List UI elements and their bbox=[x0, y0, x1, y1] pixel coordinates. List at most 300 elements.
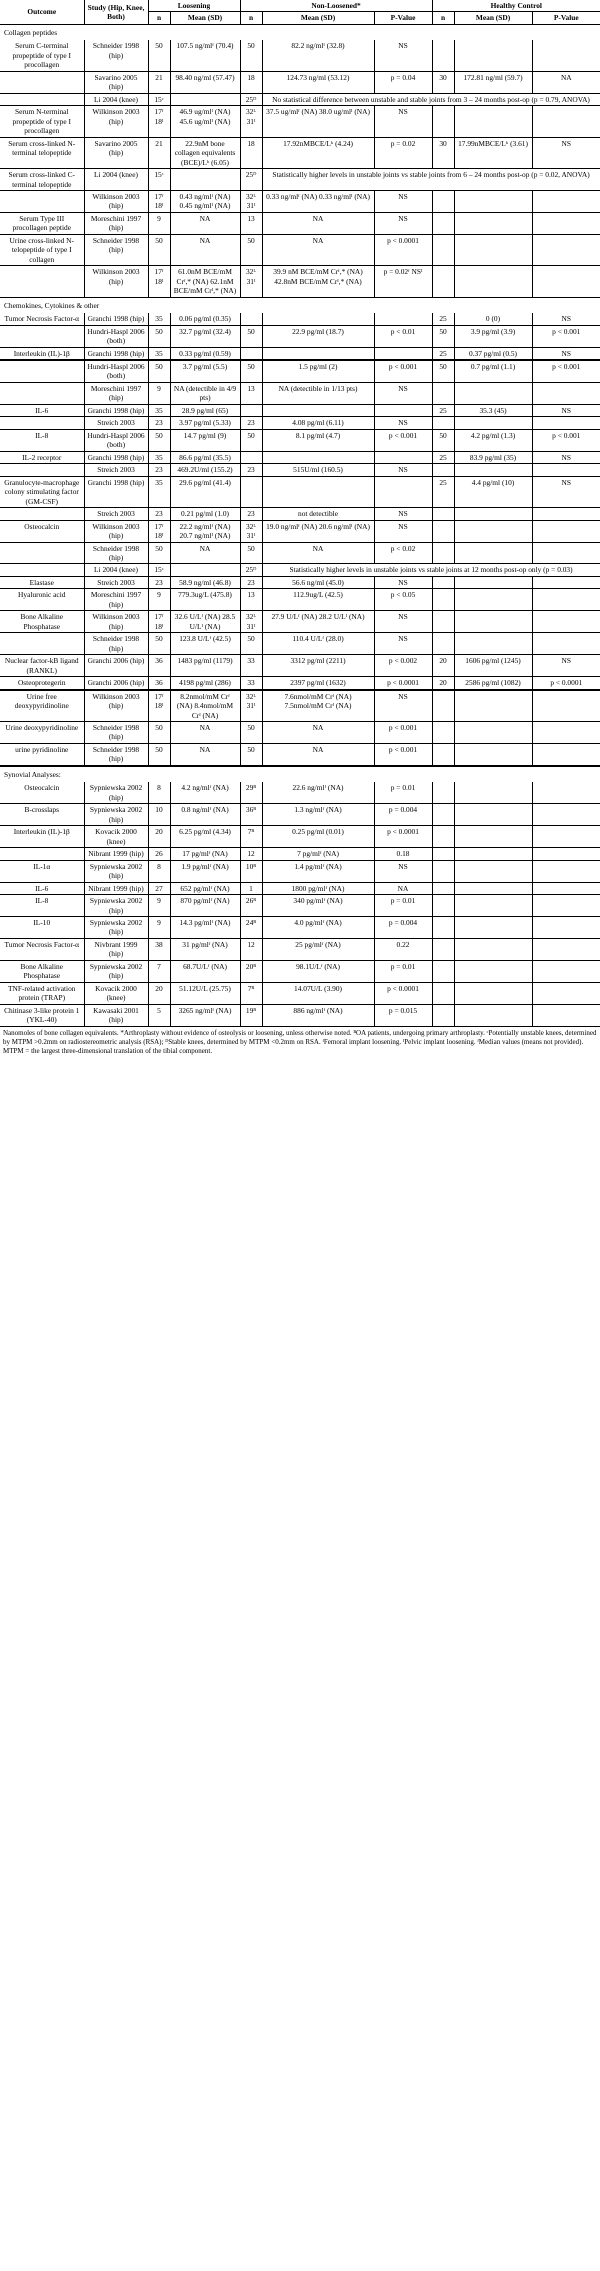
healthy-mean-cell bbox=[454, 848, 532, 860]
study-cell: Li 2004 (knee) bbox=[84, 564, 148, 576]
table-row bbox=[0, 895, 600, 917]
loosening-mean-cell: 6.25 pg/ml (4.34) bbox=[170, 826, 240, 848]
non-loosened-mean-cell: 340 pg/mlᶠ (NA) bbox=[262, 895, 374, 917]
outcome-cell: Serum cross-linked C-terminal telopeptide bbox=[0, 169, 84, 191]
healthy-mean-cell bbox=[454, 106, 532, 137]
healthy-mean-cell: 172.81 ng/ml (59.7) bbox=[454, 71, 532, 93]
non-loosened-p-cell bbox=[374, 404, 432, 416]
loosening-n-cell: 9 bbox=[148, 895, 170, 917]
outcome-cell bbox=[0, 325, 84, 347]
study-cell: Streich 2003 bbox=[84, 417, 148, 429]
healthy-n-cell: 25 bbox=[432, 404, 454, 416]
outcome-cell: Hyaluronic acid bbox=[0, 589, 84, 611]
table-row bbox=[0, 429, 600, 451]
non-loosened-mean-cell: 886 ng/mlᶠ (NA) bbox=[262, 1004, 374, 1026]
loosening-n-cell: 21 bbox=[148, 137, 170, 168]
healthy-p-cell bbox=[532, 860, 600, 882]
healthy-n-cell bbox=[432, 804, 454, 826]
non-loosened-mean-cell: 19.0 ng/mlᶠ (NA) 20.6 ng/mlᴵ (NA) bbox=[262, 520, 374, 542]
loosening-mean-cell: 98.40 ng/ml (57.47) bbox=[170, 71, 240, 93]
healthy-n-cell: 50 bbox=[432, 429, 454, 451]
study-cell: Schneider 1998 (hip) bbox=[84, 743, 148, 765]
table-row bbox=[0, 417, 600, 429]
healthy-p-cell: NS bbox=[532, 404, 600, 416]
loosening-n-cell: 17ᶠ 18ᴵ bbox=[148, 106, 170, 137]
healthy-n-cell bbox=[432, 417, 454, 429]
healthy-mean-cell bbox=[454, 266, 532, 297]
healthy-n-cell bbox=[432, 542, 454, 564]
table-row bbox=[0, 576, 600, 588]
non-loosened-n-cell: 1 bbox=[240, 882, 262, 894]
outcome-cell: IL-2 receptor bbox=[0, 451, 84, 463]
healthy-mean-cell: 83.9 pg/ml (35) bbox=[454, 451, 532, 463]
loosening-n-cell: 17ᶠ 18ᴵ bbox=[148, 611, 170, 633]
loosening-mean-cell: 22.9nM bone collagen equivalents (BCE)/Lᵏ (6.05) bbox=[170, 137, 240, 168]
non-loosened-n-cell: 29ᴮ bbox=[240, 782, 262, 803]
healthy-n-cell bbox=[432, 690, 454, 722]
loosening-n-cell: 15ᶜ bbox=[148, 564, 170, 576]
non-loosened-mean-cell: NA (detectible in 1/13 pts) bbox=[262, 382, 374, 404]
healthy-p-cell bbox=[532, 234, 600, 265]
loosening-n-cell: 35 bbox=[148, 404, 170, 416]
table-row bbox=[0, 960, 600, 982]
non-loosened-mean-cell: 2397 pg/ml (1632) bbox=[262, 677, 374, 690]
healthy-n-cell bbox=[432, 234, 454, 265]
loosening-n-cell: 35 bbox=[148, 451, 170, 463]
outcome-cell: Tumor Necrosis Factor-α bbox=[0, 313, 84, 325]
outcome-cell: Bone Alkaline Phosphatase bbox=[0, 960, 84, 982]
non-loosened-n-cell: 23 bbox=[240, 576, 262, 588]
healthy-n-cell bbox=[432, 743, 454, 765]
non-loosened-p-cell: 0.18 bbox=[374, 848, 432, 860]
non-loosened-p-cell: p = 0.01 bbox=[374, 960, 432, 982]
loosening-mean-cell: NA (detectible in 4/9 pts) bbox=[170, 382, 240, 404]
loosening-mean-cell: 870 pg/mlᶠ (NA) bbox=[170, 895, 240, 917]
non-loosened-n-cell: 23 bbox=[240, 464, 262, 476]
non-loosened-mean-cell: 25 pg/mlᶠ (NA) bbox=[262, 938, 374, 960]
outcome-cell: Serum C-terminal propeptide of type I procollagen bbox=[0, 40, 84, 71]
non-loosened-n-cell: 23 bbox=[240, 417, 262, 429]
table-row bbox=[0, 313, 600, 325]
study-cell: Granchi 1998 (hip) bbox=[84, 404, 148, 416]
table-row bbox=[0, 93, 600, 105]
non-loosened-p-cell: p < 0.0001 bbox=[374, 826, 432, 848]
non-loosened-mean-cell: 7 pg/mlᶠ (NA) bbox=[262, 848, 374, 860]
healthy-n-cell: 50 bbox=[432, 325, 454, 347]
study-cell: Sypniewska 2002 (hip) bbox=[84, 960, 148, 982]
healthy-p-cell: NS bbox=[532, 451, 600, 463]
non-loosened-mean-cell: 1800 pg/mlᶠ (NA) bbox=[262, 882, 374, 894]
outcome-cell: Osteocalcin bbox=[0, 782, 84, 803]
loosening-n-cell: 50 bbox=[148, 633, 170, 655]
outcome-cell bbox=[0, 464, 84, 476]
healthy-p-cell bbox=[532, 938, 600, 960]
non-loosened-mean-cell: 22.9 pg/ml (18.7) bbox=[262, 325, 374, 347]
healthy-n-cell bbox=[432, 848, 454, 860]
loosening-n-cell: 17ᶠ 18ᴵ bbox=[148, 690, 170, 722]
study-cell: Schneider 1998 (hip) bbox=[84, 722, 148, 744]
loosening-n-cell: 36 bbox=[148, 655, 170, 677]
non-loosened-mean-cell: NA bbox=[262, 542, 374, 564]
table-row bbox=[0, 266, 600, 297]
non-loosened-p-cell: NS bbox=[374, 382, 432, 404]
loosening-mean-cell: 779.3ug/L (475.8) bbox=[170, 589, 240, 611]
outcome-cell bbox=[0, 190, 84, 212]
non-loosened-p-cell: p < 0.001 bbox=[374, 360, 432, 382]
non-loosened-p-cell: p = 0.02 bbox=[374, 137, 432, 168]
study-cell: Schneider 1998 (hip) bbox=[84, 234, 148, 265]
healthy-p-cell bbox=[532, 40, 600, 71]
study-cell: Sypniewska 2002 (hip) bbox=[84, 782, 148, 803]
non-loosened-n-cell: 7ᴮ bbox=[240, 982, 262, 1004]
outcome-cell: IL-8 bbox=[0, 895, 84, 917]
table-row bbox=[0, 804, 600, 826]
non-loosened-p-cell: NS bbox=[374, 611, 432, 633]
outcome-cell bbox=[0, 542, 84, 564]
table-row bbox=[0, 633, 600, 655]
loosening-n-cell: 17ᶠ 18ᴵ bbox=[148, 520, 170, 542]
non-loosened-mean-cell: NA bbox=[262, 212, 374, 234]
healthy-p-cell: p < 0.001 bbox=[532, 429, 600, 451]
outcome-cell bbox=[0, 382, 84, 404]
non-loosened-mean-cell: 27.9 U/Lᶠ (NA) 28.2 U/Lᴵ (NA) bbox=[262, 611, 374, 633]
non-loosened-mean-cell: 1.5 pg/ml (2) bbox=[262, 360, 374, 382]
healthy-mean-cell bbox=[454, 576, 532, 588]
non-loosened-p-cell: p = 0.02ᶠ NSᴵ bbox=[374, 266, 432, 297]
healthy-p-cell bbox=[532, 804, 600, 826]
table-row bbox=[0, 360, 600, 382]
healthy-n-cell: 20 bbox=[432, 655, 454, 677]
loosening-mean-cell: 1483 pg/ml (1179) bbox=[170, 655, 240, 677]
section-heading: Chemokines, Cytokines & other bbox=[4, 300, 100, 310]
non-loosened-n-cell: 32ᴸ 31ᴵ bbox=[240, 690, 262, 722]
healthy-p-cell bbox=[532, 520, 600, 542]
section-heading: Collagen peptides bbox=[4, 27, 58, 37]
table-row bbox=[0, 882, 600, 894]
table-row bbox=[0, 916, 600, 938]
non-loosened-mean-cell: 112.9ug/L (42.5) bbox=[262, 589, 374, 611]
non-loosened-p-cell: NS bbox=[374, 40, 432, 71]
header-non-loosened-p: P-Value bbox=[374, 12, 432, 24]
outcome-cell: Serum Type III procollagen peptide bbox=[0, 212, 84, 234]
outcome-cell bbox=[0, 93, 84, 105]
healthy-mean-cell bbox=[454, 611, 532, 633]
outcome-cell: Urine deoxypyridinoline bbox=[0, 722, 84, 744]
outcome-cell: IL-8 bbox=[0, 429, 84, 451]
non-loosened-mean-cell: 4.08 pg/ml (6.11) bbox=[262, 417, 374, 429]
healthy-mean-cell bbox=[454, 190, 532, 212]
healthy-mean-cell: 0.37 pg/ml (0.5) bbox=[454, 347, 532, 360]
non-loosened-p-cell bbox=[374, 347, 432, 360]
healthy-p-cell bbox=[532, 212, 600, 234]
non-loosened-mean-cell: 515U/ml (160.5) bbox=[262, 464, 374, 476]
non-loosened-mean-cell: 39.9 nM BCE/mM Crᶠ,* (NA) 42.8nM BCE/mM Crᴵ,* (NA) bbox=[262, 266, 374, 297]
table-row bbox=[0, 234, 600, 265]
table-row bbox=[0, 520, 600, 542]
study-cell: Li 2004 (knee) bbox=[84, 93, 148, 105]
outcome-cell bbox=[0, 417, 84, 429]
non-loosened-n-cell: 10ᴮ bbox=[240, 860, 262, 882]
non-loosened-mean-cell: not detectible bbox=[262, 508, 374, 520]
non-loosened-p-cell: p = 0.04 bbox=[374, 71, 432, 93]
healthy-n-cell bbox=[432, 916, 454, 938]
healthy-p-cell: p < 0.0001 bbox=[532, 677, 600, 690]
healthy-p-cell bbox=[532, 743, 600, 765]
table-row bbox=[0, 169, 600, 191]
study-cell: Sypniewska 2002 (hip) bbox=[84, 860, 148, 882]
non-loosened-p-cell: p < 0.001 bbox=[374, 429, 432, 451]
outcome-cell: IL-6 bbox=[0, 882, 84, 894]
healthy-mean-cell bbox=[454, 690, 532, 722]
healthy-n-cell: 25 bbox=[432, 313, 454, 325]
loosening-n-cell: 23 bbox=[148, 464, 170, 476]
header-study: Study (Hip, Knee, Both) bbox=[84, 0, 148, 24]
study-cell: Granchi 1998 (hip) bbox=[84, 347, 148, 360]
table-row bbox=[0, 106, 600, 137]
loosening-mean-cell: NA bbox=[170, 722, 240, 744]
non-loosened-mean-cell: 4.0 pg/mlᶠ (NA) bbox=[262, 916, 374, 938]
table-row bbox=[0, 508, 600, 520]
section-row bbox=[0, 766, 600, 782]
non-loosened-p-cell: p < 0.001 bbox=[374, 743, 432, 765]
non-loosened-p-cell: p = 0.004 bbox=[374, 804, 432, 826]
non-loosened-p-cell: p = 0.01 bbox=[374, 895, 432, 917]
study-cell: Streich 2003 bbox=[84, 508, 148, 520]
non-loosened-p-cell: NS bbox=[374, 690, 432, 722]
non-loosened-p-cell: NS bbox=[374, 520, 432, 542]
healthy-p-cell bbox=[532, 848, 600, 860]
healthy-p-cell bbox=[532, 589, 600, 611]
healthy-n-cell bbox=[432, 464, 454, 476]
loosening-mean-cell: 0.8 ng/mlᶠ (NA) bbox=[170, 804, 240, 826]
table-row bbox=[0, 982, 600, 1004]
non-loosened-mean-cell: 0.33 ng/mlᶠ (NA) 0.33 ng/mlᴵ (NA) bbox=[262, 190, 374, 212]
loosening-mean-cell: 58.9 ng/ml (46.8) bbox=[170, 576, 240, 588]
loosening-mean-cell: 61.0nM BCE/mM Crᶠ,* (NA) 62.1nM BCE/mM Crᴵ,* (NA) bbox=[170, 266, 240, 297]
loosening-mean-cell: 31 pg/mlᶠ (NA) bbox=[170, 938, 240, 960]
non-loosened-mean-cell: 1.3 ng/mlᶠ (NA) bbox=[262, 804, 374, 826]
table-row bbox=[0, 137, 600, 168]
non-loosened-mean-cell: 37.5 ug/mlᶠ (NA) 38.0 ug/mlᴵ (NA) bbox=[262, 106, 374, 137]
study-cell: Nivbrant 1999 (hip) bbox=[84, 938, 148, 960]
non-loosened-n-cell: 50 bbox=[240, 633, 262, 655]
table-body bbox=[0, 24, 600, 1026]
loosening-mean-cell: 8.2nmol/mM Crᶠ (NA) 8.4nmol/mM Crᴵ (NA) bbox=[170, 690, 240, 722]
study-cell: Schneider 1998 (hip) bbox=[84, 542, 148, 564]
loosening-mean-cell bbox=[170, 564, 240, 576]
non-loosened-n-cell: 26ᴮ bbox=[240, 895, 262, 917]
non-loosened-mean-cell: 7.6nmol/mM Crᶠ (NA) 7.5nmol/mM Crᴵ (NA) bbox=[262, 690, 374, 722]
non-loosened-p-cell: p < 0.001 bbox=[374, 722, 432, 744]
healthy-n-cell bbox=[432, 633, 454, 655]
non-loosened-mean-cell bbox=[262, 404, 374, 416]
healthy-p-cell bbox=[532, 782, 600, 803]
healthy-mean-cell: 3.9 pg/ml (3.9) bbox=[454, 325, 532, 347]
section-row bbox=[0, 297, 600, 313]
header-healthy-mean: Mean (SD) bbox=[454, 12, 532, 24]
loosening-n-cell: 9 bbox=[148, 212, 170, 234]
healthy-mean-cell bbox=[454, 938, 532, 960]
healthy-mean-cell: 0.7 pg/ml (1.1) bbox=[454, 360, 532, 382]
healthy-mean-cell: 35.3 (45) bbox=[454, 404, 532, 416]
study-cell: Wilkinson 2003 (hip) bbox=[84, 690, 148, 722]
healthy-mean-cell bbox=[454, 633, 532, 655]
healthy-n-cell: 30 bbox=[432, 71, 454, 93]
loosening-n-cell: 20 bbox=[148, 982, 170, 1004]
loosening-n-cell: 50 bbox=[148, 40, 170, 71]
outcome-cell bbox=[0, 266, 84, 297]
healthy-mean-cell bbox=[454, 916, 532, 938]
outcome-cell: Chitinase 3-like protein 1 (YKL-40) bbox=[0, 1004, 84, 1026]
loosening-mean-cell: 68.7U/Lᶠ (NA) bbox=[170, 960, 240, 982]
healthy-p-cell bbox=[532, 266, 600, 297]
healthy-n-cell: 25 bbox=[432, 476, 454, 507]
loosening-mean-cell: 86.6 pg/ml (35.5) bbox=[170, 451, 240, 463]
non-loosened-p-cell bbox=[374, 476, 432, 507]
healthy-n-cell bbox=[432, 782, 454, 803]
non-loosened-n-cell: 18 bbox=[240, 71, 262, 93]
non-loosened-mean-cell: 22.6 ng/mlᶠ (NA) bbox=[262, 782, 374, 803]
healthy-mean-cell: 4.4 pg/ml (10) bbox=[454, 476, 532, 507]
healthy-p-cell: NS bbox=[532, 313, 600, 325]
header-loosening-n: n bbox=[148, 12, 170, 24]
non-loosened-mean-cell bbox=[262, 451, 374, 463]
outcome-cell: Bone Alkaline Phosphatase bbox=[0, 611, 84, 633]
table-row bbox=[0, 848, 600, 860]
non-loosened-mean-cell: 0.25 pg/ml (0.01) bbox=[262, 826, 374, 848]
healthy-p-cell bbox=[532, 882, 600, 894]
healthy-n-cell bbox=[432, 576, 454, 588]
healthy-p-cell: NS bbox=[532, 347, 600, 360]
healthy-mean-cell bbox=[454, 743, 532, 765]
non-loosened-n-cell: 50 bbox=[240, 743, 262, 765]
non-loosened-mean-cell: 8.1 pg/ml (4.7) bbox=[262, 429, 374, 451]
table-row bbox=[0, 722, 600, 744]
non-loosened-n-cell: 32ᴸ 31ᴵ bbox=[240, 611, 262, 633]
non-loosened-n-cell: 32ᴸ 31ᴵ bbox=[240, 190, 262, 212]
non-loosened-n-cell: 13 bbox=[240, 212, 262, 234]
non-loosened-n-cell: 33 bbox=[240, 677, 262, 690]
non-loosened-n-cell bbox=[240, 347, 262, 360]
non-loosened-mean-cell bbox=[262, 313, 374, 325]
healthy-n-cell bbox=[432, 212, 454, 234]
healthy-p-cell bbox=[532, 508, 600, 520]
non-loosened-p-cell: p < 0.0001 bbox=[374, 982, 432, 1004]
loosening-n-cell: 50 bbox=[148, 542, 170, 564]
loosening-mean-cell: 22.2 ng/mlᶠ (NA) 20.7 ng/mlᴵ (NA) bbox=[170, 520, 240, 542]
healthy-mean-cell bbox=[454, 1004, 532, 1026]
healthy-n-cell bbox=[432, 1004, 454, 1026]
loosening-mean-cell: 652 pg/mlᶠ (NA) bbox=[170, 882, 240, 894]
healthy-mean-cell bbox=[454, 960, 532, 982]
loosening-n-cell: 35 bbox=[148, 347, 170, 360]
table-row bbox=[0, 743, 600, 765]
section-heading: Synovial Analyses: bbox=[0, 766, 600, 782]
healthy-p-cell bbox=[532, 464, 600, 476]
non-loosened-n-cell: 24ᴮ bbox=[240, 916, 262, 938]
healthy-n-cell bbox=[432, 895, 454, 917]
non-loosened-p-cell: NS bbox=[374, 190, 432, 212]
loosening-n-cell: 23 bbox=[148, 417, 170, 429]
study-cell: Wilkinson 2003 (hip) bbox=[84, 611, 148, 633]
healthy-n-cell bbox=[432, 520, 454, 542]
outcome-cell: Urine free deoxypyridinoline bbox=[0, 690, 84, 722]
non-loosened-n-cell: 36ᴮ bbox=[240, 804, 262, 826]
loosening-n-cell: 27 bbox=[148, 882, 170, 894]
loosening-mean-cell: 32.7 pg/ml (32.4) bbox=[170, 325, 240, 347]
loosening-mean-cell: 46.9 ug/mlᶠ (NA) 45.6 ug/mlᴵ (NA) bbox=[170, 106, 240, 137]
study-cell: Streich 2003 bbox=[84, 464, 148, 476]
loosening-n-cell: 23 bbox=[148, 508, 170, 520]
healthy-mean-cell bbox=[454, 589, 532, 611]
loosening-n-cell: 17ᶠ 18ᴵ bbox=[148, 190, 170, 212]
header-healthy-n: n bbox=[432, 12, 454, 24]
outcome-cell bbox=[0, 71, 84, 93]
healthy-mean-cell bbox=[454, 40, 532, 71]
outcome-cell: IL-6 bbox=[0, 404, 84, 416]
healthy-p-cell bbox=[532, 190, 600, 212]
non-loosened-p-cell: p = 0.015 bbox=[374, 1004, 432, 1026]
header-loosening-mean: Mean (SD) bbox=[170, 12, 240, 24]
study-cell: Wilkinson 2003 (hip) bbox=[84, 520, 148, 542]
outcome-cell: TNF-related activation protein (TRAP) bbox=[0, 982, 84, 1004]
healthy-n-cell bbox=[432, 266, 454, 297]
loosening-n-cell: 50 bbox=[148, 743, 170, 765]
non-loosened-p-cell: p = 0.004 bbox=[374, 916, 432, 938]
header-healthy-control: Healthy Control bbox=[432, 0, 600, 12]
non-loosened-n-cell: 7ᴮ bbox=[240, 826, 262, 848]
healthy-mean-cell bbox=[454, 782, 532, 803]
non-loosened-mean-cell: Statistically higher levels in unstable joints vs stable joints from 6 – 24 months post-op (p = 0.02, ANOVA) bbox=[262, 169, 600, 191]
non-loosened-n-cell: 23 bbox=[240, 508, 262, 520]
outcome-cell: Serum N-terminal propeptide of type I procollagen bbox=[0, 106, 84, 137]
healthy-n-cell bbox=[432, 882, 454, 894]
loosening-n-cell: 15ᶜ bbox=[148, 93, 170, 105]
non-loosened-p-cell: p = 0.01 bbox=[374, 782, 432, 803]
non-loosened-p-cell: NS bbox=[374, 417, 432, 429]
non-loosened-n-cell: 12 bbox=[240, 848, 262, 860]
healthy-n-cell: 50 bbox=[432, 360, 454, 382]
healthy-n-cell bbox=[432, 508, 454, 520]
non-loosened-n-cell: 13 bbox=[240, 589, 262, 611]
study-cell: Wilkinson 2003 (hip) bbox=[84, 266, 148, 297]
loosening-mean-cell: 14.3 pg/mlᶠ (NA) bbox=[170, 916, 240, 938]
loosening-n-cell: 20 bbox=[148, 826, 170, 848]
healthy-mean-cell: 4.2 pg/ml (1.3) bbox=[454, 429, 532, 451]
healthy-p-cell: NA bbox=[532, 71, 600, 93]
non-loosened-mean-cell: 56.6 ng/ml (45.0) bbox=[262, 576, 374, 588]
loosening-mean-cell: 4198 pg/ml (286) bbox=[170, 677, 240, 690]
non-loosened-n-cell: 50 bbox=[240, 234, 262, 265]
healthy-mean-cell bbox=[454, 464, 532, 476]
healthy-p-cell bbox=[532, 826, 600, 848]
header-outcome: Outcome bbox=[0, 0, 84, 24]
study-cell: Savarino 2005 (hip) bbox=[84, 137, 148, 168]
table-row bbox=[0, 451, 600, 463]
non-loosened-mean-cell: 3312 pg/ml (2211) bbox=[262, 655, 374, 677]
non-loosened-mean-cell bbox=[262, 347, 374, 360]
healthy-mean-cell: 1606 pg/ml (1245) bbox=[454, 655, 532, 677]
study-cell: Granchi 1998 (hip) bbox=[84, 313, 148, 325]
healthy-n-cell: 25 bbox=[432, 347, 454, 360]
outcome-cell: Osteocalcin bbox=[0, 520, 84, 542]
non-loosened-n-cell: 33 bbox=[240, 655, 262, 677]
healthy-p-cell bbox=[532, 916, 600, 938]
non-loosened-n-cell: 32ᴸ 31ᴵ bbox=[240, 106, 262, 137]
study-cell: Sypniewska 2002 (hip) bbox=[84, 804, 148, 826]
table-row bbox=[0, 382, 600, 404]
header-non-loosened-mean: Mean (SD) bbox=[262, 12, 374, 24]
